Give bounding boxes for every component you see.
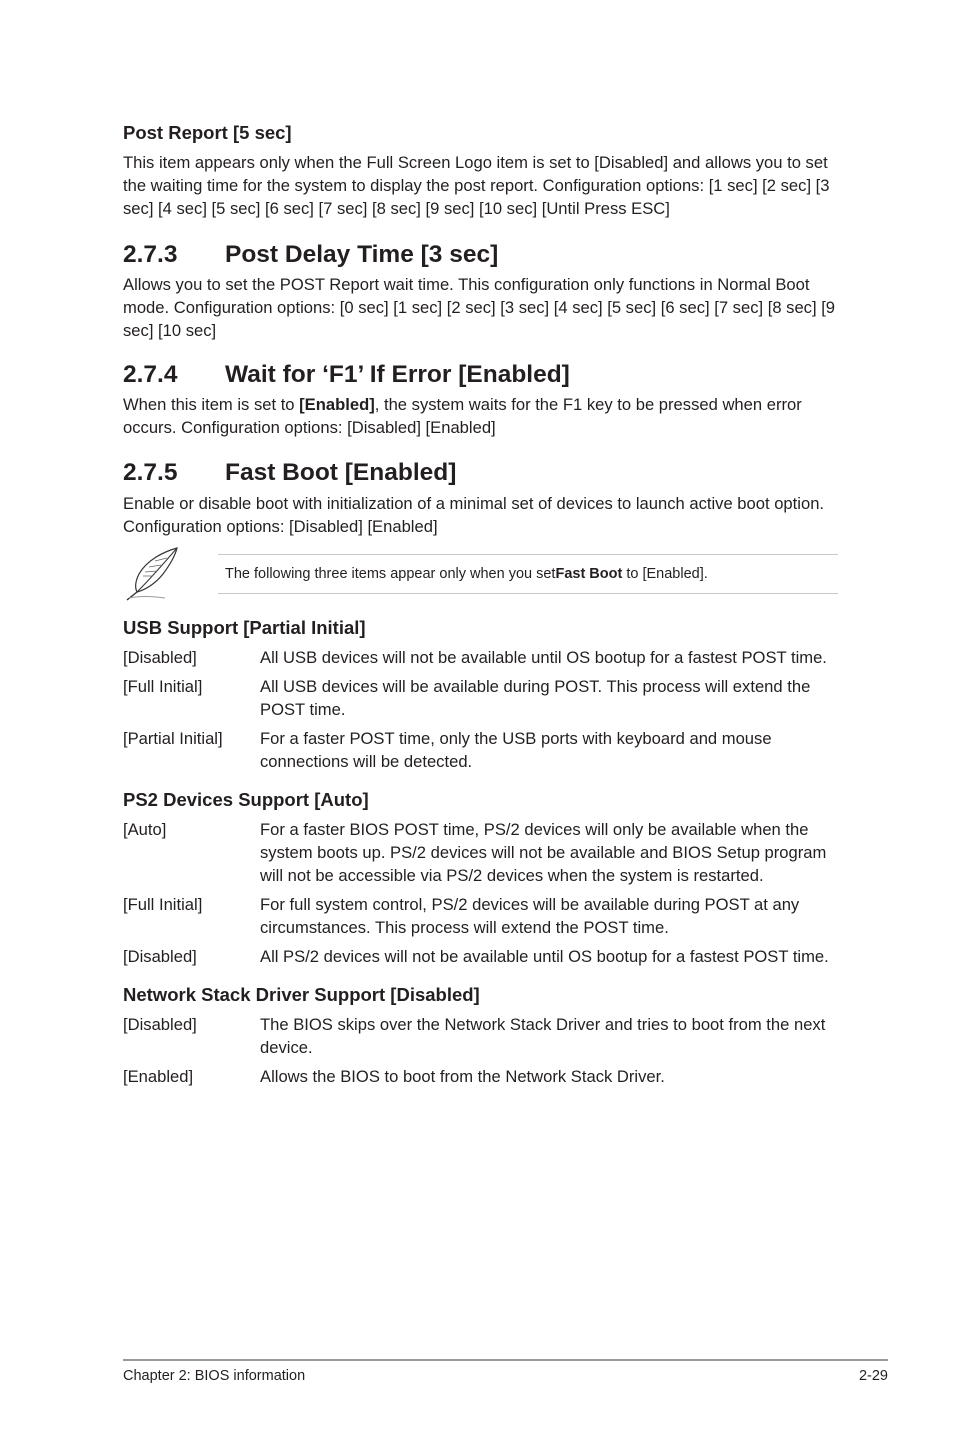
network-stack-heading: Network Stack Driver Support [Disabled] xyxy=(123,984,480,1005)
option-row xyxy=(123,818,838,887)
option-key: [Disabled] xyxy=(123,947,197,966)
option-description: All PS/2 devices will not be available until OS bootup for a fastest POST time. xyxy=(260,947,829,966)
note-callout xyxy=(123,546,838,602)
option-description: The BIOS skips over the Network Stack Driver and tries to boot from the next device. xyxy=(260,1015,826,1057)
feather-pen-icon xyxy=(123,546,218,602)
option-row xyxy=(123,675,838,721)
option-description: For a faster POST time, only the USB ports with keyboard and mouse connections will be detected. xyxy=(260,729,772,771)
body-emphasis: [Enabled] xyxy=(299,395,375,414)
option-key: [Disabled] xyxy=(123,648,197,667)
usb-support-options xyxy=(123,646,838,773)
option-key: [Enabled] xyxy=(123,1067,194,1086)
option-key: [Full Initial] xyxy=(123,677,203,696)
note-text xyxy=(218,554,838,594)
option-row xyxy=(123,727,838,773)
post-report-heading: Post Report [5 sec] xyxy=(123,122,292,143)
option-description: All USB devices will not be available until OS bootup for a fastest POST time. xyxy=(260,648,827,667)
option-key: [Full Initial] xyxy=(123,895,203,914)
option-description: For full system control, PS/2 devices will be available during POST at any circumstances. This process will extend the POST time. xyxy=(260,895,800,937)
footer-divider xyxy=(123,1359,888,1361)
option-description: Allows the BIOS to boot from the Network Stack Driver. xyxy=(260,1067,665,1086)
usb-support-heading: USB Support [Partial Initial] xyxy=(123,617,366,638)
section-title: Post Delay Time [3 sec] xyxy=(225,241,499,268)
section-number: 2.7.4 xyxy=(123,361,178,388)
option-key: [Auto] xyxy=(123,820,167,839)
option-row xyxy=(123,893,838,939)
note-text-part: The following three items appear only when you set xyxy=(225,566,556,582)
option-description: For a faster BIOS POST time, PS/2 devices will only be available when the system boots up. PS/2 devices will not be available and BIOS Setup program will not be accessible via PS/2 devices when the system is restarted. xyxy=(260,820,827,885)
section-2-7-4-heading xyxy=(123,360,838,390)
page-content xyxy=(123,121,838,1088)
section-2-7-5-body: Enable or disable boot with initialization of a minimal set of devices to launch active boot option. Configuration options: [Disabled] [Enabled] xyxy=(123,494,825,536)
option-row xyxy=(123,945,838,968)
footer-chapter: Chapter 2: BIOS information xyxy=(123,1368,306,1384)
option-description: All USB devices will be available during POST. This process will extend the POST time. xyxy=(260,677,811,719)
network-stack-options xyxy=(123,1013,838,1088)
section-2-7-4-body xyxy=(123,393,838,439)
post-report-body: This item appears only when the Full Screen Logo item is set to [Disabled] and allows you to set the waiting time for the system to display the post report. Configuration options: [1 sec] [2 sec] [3 sec] [4 sec] [5 sec] [6 sec] [7 sec] [8 sec] [9 sec] [10 sec] [Until Press ESC] xyxy=(123,153,830,218)
body-text: When this item is set to xyxy=(123,395,300,414)
option-row xyxy=(123,1013,838,1059)
option-row xyxy=(123,1065,838,1088)
section-title: Wait for ‘F1’ If Error [Enabled] xyxy=(225,361,570,388)
section-title: Fast Boot [Enabled] xyxy=(225,459,457,486)
ps2-support-heading: PS2 Devices Support [Auto] xyxy=(123,789,369,810)
option-key: [Disabled] xyxy=(123,1015,197,1034)
note-text-emphasis: Fast Boot xyxy=(555,566,623,582)
section-2-7-3-body: Allows you to set the POST Report wait time. This configuration only functions in Normal Boot mode. Configuration options: [0 sec] [1 sec] [2 sec] [3 sec] [4 sec] [5 sec] [6 sec] [7 sec] [8 sec] [9 sec] [10 sec] xyxy=(123,275,836,340)
note-text-part: to [Enabled]. xyxy=(622,566,708,582)
section-2-7-3-heading xyxy=(123,240,838,270)
ps2-support-options xyxy=(123,818,838,968)
section-2-7-5-heading xyxy=(123,458,838,488)
footer-page-number: 2-29 xyxy=(858,1368,888,1384)
option-key: [Partial Initial] xyxy=(123,729,223,748)
body-text: , the system waits for the F1 key to be pressed when error occurs. Configuration options: [Disabled] [Enabled] xyxy=(123,395,802,437)
section-number: 2.7.3 xyxy=(123,241,178,268)
option-row xyxy=(123,646,838,669)
section-number: 2.7.5 xyxy=(123,459,178,486)
